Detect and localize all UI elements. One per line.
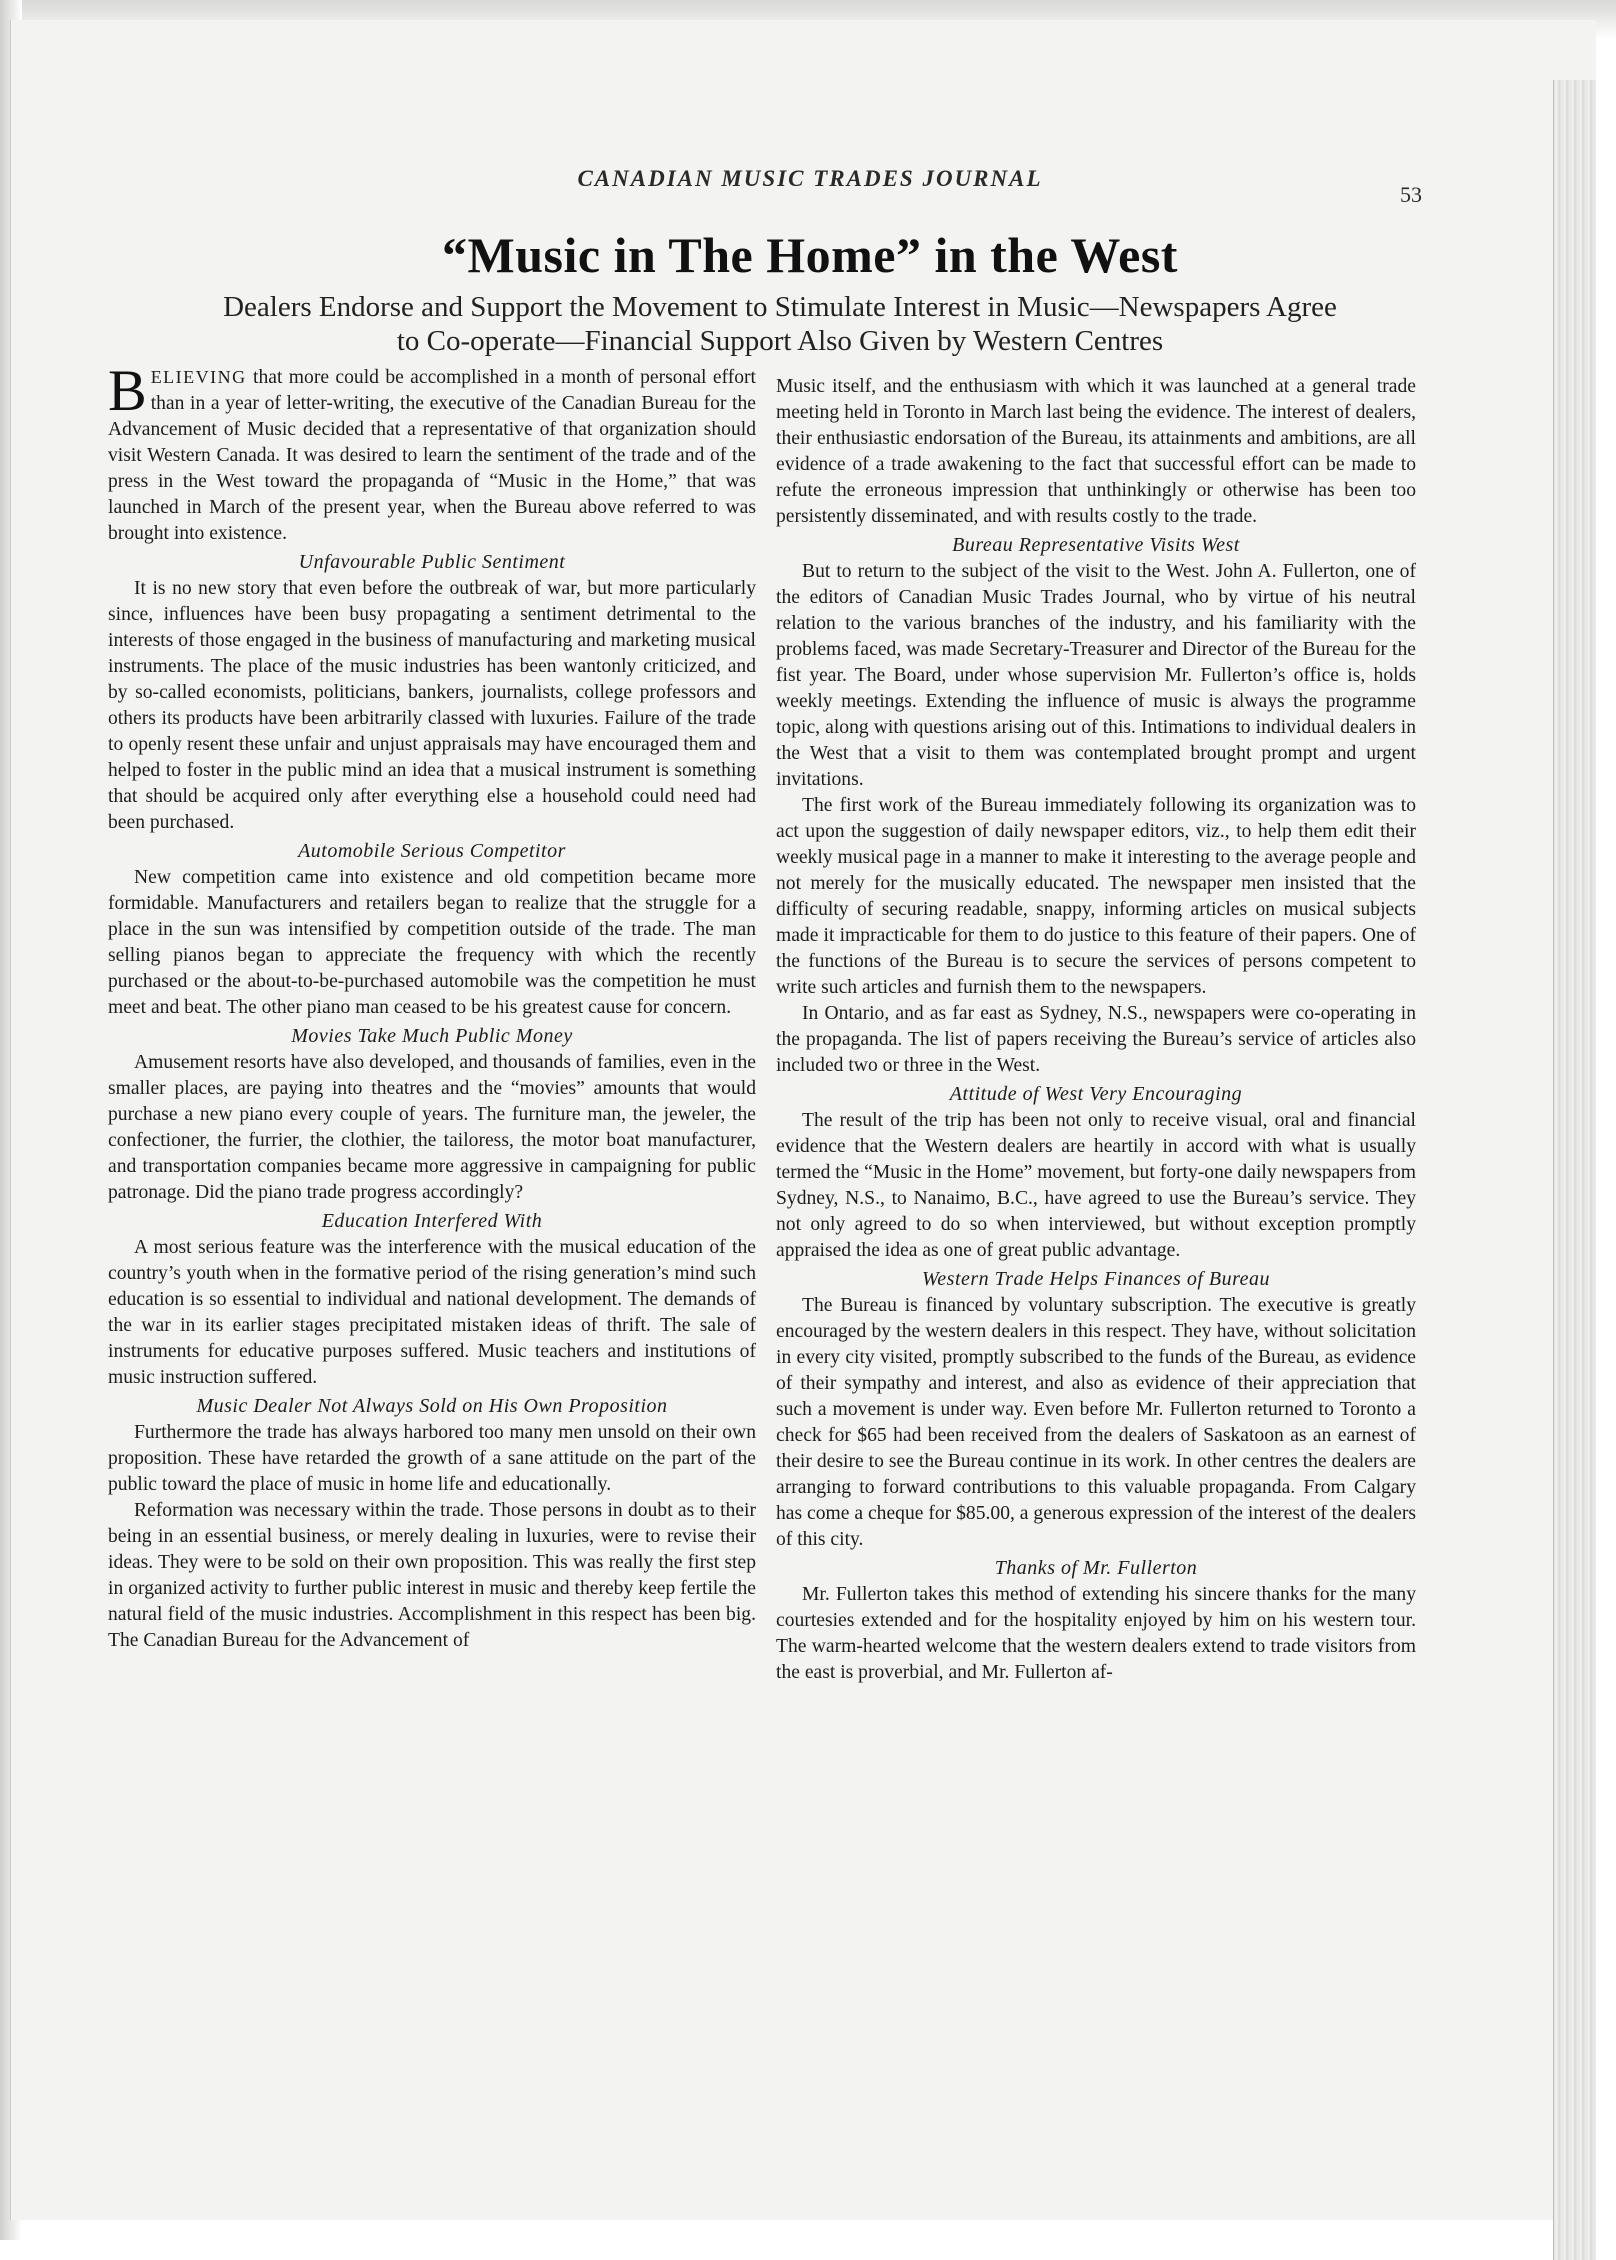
paragraph: Reformation was necessary within the trade. Those persons in doubt as to their being in an essential business, or merely dealing in luxuries, were to revise their ideas. They were to be sold on their own proposition. This was really the first step in organized activity to further public interest in music and thereby keep fertile the natural field of the music industries. Accomplishment in this respect has been big. The Canadian Bureau for the Advancement of (108, 1500, 756, 1651)
lead-paragraph (108, 358, 756, 547)
section-heading: Attitude of West Very Encouraging (949, 1083, 1243, 1105)
paragraph: The Bureau is financed by voluntary subscription. The executive is greatly encouraged by the western dealers in this respect. They have, without solicitation in every city visited, promptly subscribed to the funds of the Bureau, as evidence of their sympathy and interest, and also as evidence of their appreciation that such a movement is under way. Even before Mr. Fullerton returned to Toronto a check for $65 had been received from the dealers of Saskatoon as an earnest of their desire to see the Bureau continue in its work. In other centres the dealers are arranging to forward contributions to this valuable propaganda. From Calgary has come a cheque for $85.00, a generous expression of the interest of the dealers of this city. (776, 1295, 1416, 1550)
right-column (776, 374, 1416, 1686)
article-title: “Music in The Home” in the West (442, 227, 1178, 283)
lead-text: that more could be accomplished in a month of personal effort than in a year of letter-writing, the executive of the Canadian Bureau for the Advancement of Music decided that a representative of that organization should visit Western Canada. It was desired to learn the sentiment of the trade and of the press in the West toward the propaganda of “Music in the Home,” that was launched in March of the present year, when the Bureau above referred to was brought into existence. (108, 367, 756, 544)
article-subtitle (120, 290, 1440, 358)
paragraph: New competition came into existence and old competition became more formidable. Manufacturers and retailers began to realize that the struggle for a place in the sun was intensified by competition outside of the trade. The man selling pianos began to appreciate the frequency with which the recently purchased or the about-to-be-purchased automobile was the competition he must meet and beat. The other piano man ceased to be his greatest cause for concern. (108, 867, 756, 1018)
section-heading: Education Interfered With (321, 1210, 543, 1232)
paragraph: Furthermore the trade has always harbored too many men unsold on their own proposition. These have retarded the growth of a sane attitude on the part of the public toward the place of music in home life and educationally. (108, 1422, 756, 1495)
left-column (108, 358, 756, 1654)
paragraph: The first work of the Bureau immediately following its organization was to act upon the suggestion of daily newspaper editors, viz., to help them edit their weekly musical page in a manner to make it interesting to the average people and not merely for the musically educated. The newspaper men insisted that the difficulty of securing readable, snappy, informing articles on musical subjects made it impracticable for them to do justice to this feature of their papers. One of the functions of the Bureau is to secure the services of persons competent to write such articles and furnish them to the newspapers. (776, 795, 1416, 998)
running-head: CANADIAN MUSIC TRADES JOURNAL (577, 166, 1043, 191)
continued-paragraph: Music itself, and the enthusiasm with which it was launched at a general trade meeting held in Toronto in March last being the evidence. The interest of dealers, their enthusiastic endorsation of the Bureau, its attainments and ambitions, are all evidence of a trade awakening to the fact that successful effort can be made to refute the erroneous impression that unthinkingly or otherwise has been too persistently disseminated, and with results costly to the trade. (776, 376, 1416, 527)
subtitle-line-1: Dealers Endorse and Support the Movement to Stimulate Interest in Music—Newspapers Agree (223, 291, 1337, 323)
page-stack-edge (1553, 80, 1596, 2260)
section-heading: Thanks of Mr. Fullerton (994, 1557, 1198, 1579)
page-number: 53 (1400, 182, 1422, 207)
paragraph: It is no new story that even before the outbreak of war, but more particularly since, influences have been busy propagating a sentiment detrimental to the interests of those engaged in the business of manufacturing and marketing musical instruments. The place of the music industries has been wantonly criticized, and by so-called economists, politicians, bankers, journalists, college professors and others its products have been arbitrarily classed with luxuries. Failure of the trade to openly resent these unfair and unjust appraisals may have encouraged them and helped to foster in the public mind an idea that a musical instrument is something that should be acquired only after everything else a household could need had been purchased. (108, 578, 756, 833)
paragraph: Mr. Fullerton takes this method of extending his sincere thanks for the many courtesies extended and for the hospitality enjoyed by him on his western tour. The warm-hearted welcome that the western dealers extend to trade visitors from the east is proverbial, and Mr. Fullerton af- (776, 1584, 1416, 1683)
drop-cap: B (108, 358, 147, 423)
section-heading: Music Dealer Not Always Sold on His Own Proposition (196, 1395, 668, 1417)
subtitle-line-2: to Co-operate—Financial Support Also Given by Western Centres (396, 325, 1164, 357)
paragraph: A most serious feature was the interference with the musical education of the country’s youth when in the formative period of the rising generation’s mind such education is so essential to individual and national development. The demands of the war in its earlier stages precipitated mistaken ideas of thrift. The sale of instruments for educative purposes suffered. Music teachers and institutions of music instruction suffered. (108, 1237, 756, 1388)
section-heading: Movies Take Much Public Money (291, 1025, 573, 1047)
paragraph: But to return to the subject of the visit to the West. John A. Fullerton, one of the editors of Canadian Music Trades Journal, who by virtue of his neutral relation to the various branches of the industry, and his familiarity with the problems faced, was made Secretary-Treasurer and Director of the Bureau for the fist year. The Board, under whose supervision Mr. Fullerton’s office is, holds weekly meetings. Extending the influence of music is always the programme topic, along with questions arising out of this. Intimations to individual dealers in the West that a visit to them was contemplated brought prompt and urgent invitations. (776, 561, 1416, 790)
paragraph: The result of the trip has been not only to receive visual, oral and financial evidence that the Western dealers are heartily in accord with what is usually termed the “Music in the Home” movement, but forty-one daily newspapers from Sydney, N.S., to Nanaimo, B.C., have agreed to use the Bureau’s service. They not only agreed to do so when interviewed, but without exception promptly appraised the idea as one of great public advantage. (776, 1110, 1416, 1261)
lead-caps: ELIEVING (150, 367, 247, 387)
paragraph: In Ontario, and as far east as Sydney, N.S., newspapers were co-operating in the propaganda. The list of papers receiving the Bureau’s service of articles also included two or three in the West. (776, 1003, 1416, 1076)
section-heading: Western Trade Helps Finances of Bureau (921, 1268, 1271, 1290)
paragraph: Amusement resorts have also developed, and thousands of families, even in the smaller places, are paying into theatres and the “movies” amounts that would purchase a new piano every couple of years. The furniture man, the jeweler, the confectioner, the furrier, the clothier, the tailoress, the motor boat manufacturer, and transportation companies became more aggressive in campaigning for public patronage. Did the piano trade progress accordingly? (108, 1052, 756, 1203)
section-heading: Unfavourable Public Sentiment (298, 551, 566, 573)
section-heading: Bureau Representative Visits West (952, 534, 1240, 556)
section-heading: Automobile Serious Competitor (298, 840, 566, 862)
